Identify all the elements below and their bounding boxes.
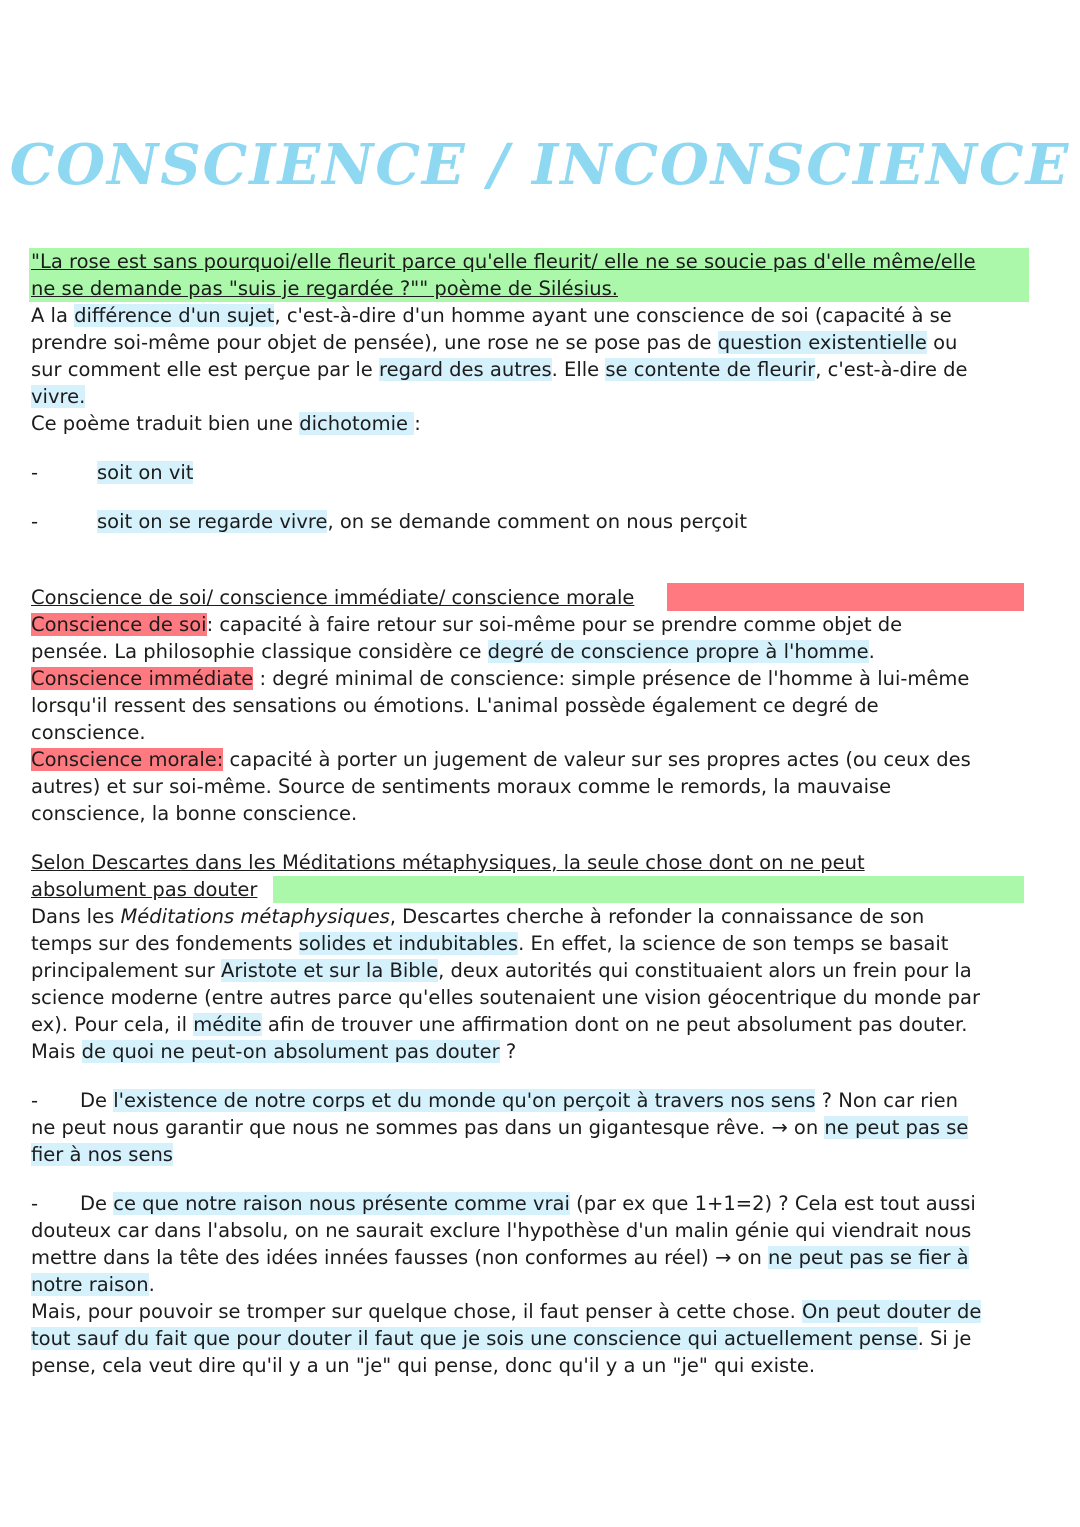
text: . Si je [917,1327,972,1350]
highlight-term: question existentielle [717,331,927,354]
page-title: CONSCIENCE / INCONSCIENCE [9,132,1071,198]
highlight-term: ne peut pas se [824,1116,969,1139]
highlight-term: différence d'un sujet [74,304,275,327]
list-item [31,1087,1031,1114]
text: . Elle [551,358,606,381]
section-heading-3-line-2 [31,876,1031,903]
text: : capacité à faire retour sur soi-même pour se prendre comme objet de [206,613,903,636]
definition-term: Conscience immédiate [31,667,254,690]
text: , c'est-à-dire de [815,358,968,381]
text: lorsqu'il ressent des sensations ou émotions. L'animal possède également ce degré de [31,694,879,717]
quote-line-2: ne se demande pas "suis je regardée ?"" poème de Silésius. [31,277,618,300]
highlight-term: soit on vit [97,461,194,484]
text: ? Non car rien [815,1089,958,1112]
document-body [31,248,1031,1379]
text: pense, cela veut dire qu'il y a un "je" qui pense, donc qu'il y a un "je" qui existe. [31,1354,816,1377]
text: pensée. La philosophie classique considère ce [31,640,488,663]
text: De [80,1192,114,1215]
highlight-term: se contente de fleurir [605,358,816,381]
text: A la [31,304,75,327]
highlight-term: notre raison [31,1273,149,1296]
text: Mais, pour pouvoir se tromper sur quelque chose, il faut penser à cette chose. [31,1300,802,1323]
list-item [31,508,1031,535]
heading-text: Conscience de soi/ conscience immédiate/ conscience morale [31,586,635,609]
heading-highlight-bar [273,876,1024,903]
highlight-term: médite [193,1013,262,1036]
text: ex). Pour cela, il [31,1013,194,1036]
text: (par ex que 1+1=2) ? Cela est tout aussi [569,1192,976,1215]
highlight-term: soit on se regarde vivre [97,510,328,533]
text: : [414,412,421,435]
text: conscience, la bonne conscience. [31,802,358,825]
italic-title: Méditations métaphysiques [120,905,390,928]
text: conscience. [31,721,146,744]
highlight-term: tout sauf du fait que pour douter il faut que je sois une conscience qui actuellement pense [31,1327,918,1350]
list-item [31,1190,1031,1217]
definition-term: Conscience morale: [31,748,224,771]
text: , c'est-à-dire d'un homme ayant une conscience de soi (capacité à se [274,304,952,327]
section-heading-2 [31,584,1031,611]
section-heading-3: Selon Descartes dans les Méditations métaphysiques, la seule chose dont on ne peut [31,851,865,874]
bullet-dash: - [31,1192,39,1215]
text: Mais [31,1040,82,1063]
quote-line-1: "La rose est sans pourquoi/elle fleurit parce qu'elle fleurit/ elle ne se soucie pas d'elle même/elle [31,250,976,273]
quote-block [31,248,1031,302]
text: principalement sur [31,959,221,982]
highlight-term: solides et indubitables [298,932,519,955]
bullet-dash: - [31,1089,39,1112]
highlight-term: de quoi ne peut-on absolument pas douter [81,1040,500,1063]
highlight-term: Aristote et sur la Bible [220,959,439,982]
highlight-term: fier à nos sens [31,1143,173,1166]
highlight-term: On peut douter de [801,1300,982,1323]
text: ne peut nous garantir que nous ne sommes pas dans un gigantesque rêve. → on [31,1116,825,1139]
highlight-term: dichotomie [299,412,415,435]
text: science moderne (entre autres parce qu'elles soutenaient une vision géocentrique du monde par [31,986,980,1009]
highlight-term: regard des autres [379,358,552,381]
text: mettre dans la tête des idées innées fausses (non conformes au réel) → on [31,1246,769,1269]
text: autres) et sur soi-même. Source de sentiments moraux comme le remords, la mauvaise [31,775,892,798]
highlight-term: ne peut pas se fier à [768,1246,969,1269]
text: : degré minimal de conscience: simple présence de l'homme à lui-même [253,667,970,690]
heading-text: absolument pas douter [31,878,258,901]
text: . [148,1273,155,1296]
highlight-term: degré de conscience propre à l'homme [487,640,869,663]
bullet-dash: - [31,510,39,533]
text: douteux car dans l'absolu, on ne saurait exclure l'hypothèse d'un malin génie qui viendrait nous [31,1219,972,1242]
text: , Descartes cherche à refonder la connaissance de son [389,905,925,928]
bullet-dash: - [31,461,39,484]
highlight-term: l'existence de notre corps et du monde qu'on perçoit à travers nos sens [113,1089,816,1112]
highlight-term: vivre. [31,385,86,408]
text: , deux autorités qui constituaient alors un frein pour la [438,959,972,982]
text: Dans les [31,905,121,928]
text: . En effet, la science de son temps se basait [518,932,949,955]
text: afin de trouver une affirmation dont on ne peut absolument pas douter. [261,1013,968,1036]
text: , on se demande comment on nous perçoit [327,510,747,533]
text: sur comment elle est perçue par le [31,358,380,381]
text: prendre soi-même pour objet de pensée), une rose ne se pose pas de [31,331,718,354]
list-item [31,459,1031,486]
highlight-term: ce que notre raison nous présente comme vrai [113,1192,570,1215]
text: Ce poème traduit bien une [31,412,300,435]
text: ou [926,331,958,354]
text: temps sur des fondements [31,932,299,955]
definition-term: Conscience de soi [31,613,207,636]
heading-highlight-bar [667,583,1024,611]
text: De [80,1089,114,1112]
text: capacité à porter un jugement de valeur sur ses propres actes (ou ceux des [223,748,971,771]
text: ? [499,1040,517,1063]
text: . [868,640,875,663]
